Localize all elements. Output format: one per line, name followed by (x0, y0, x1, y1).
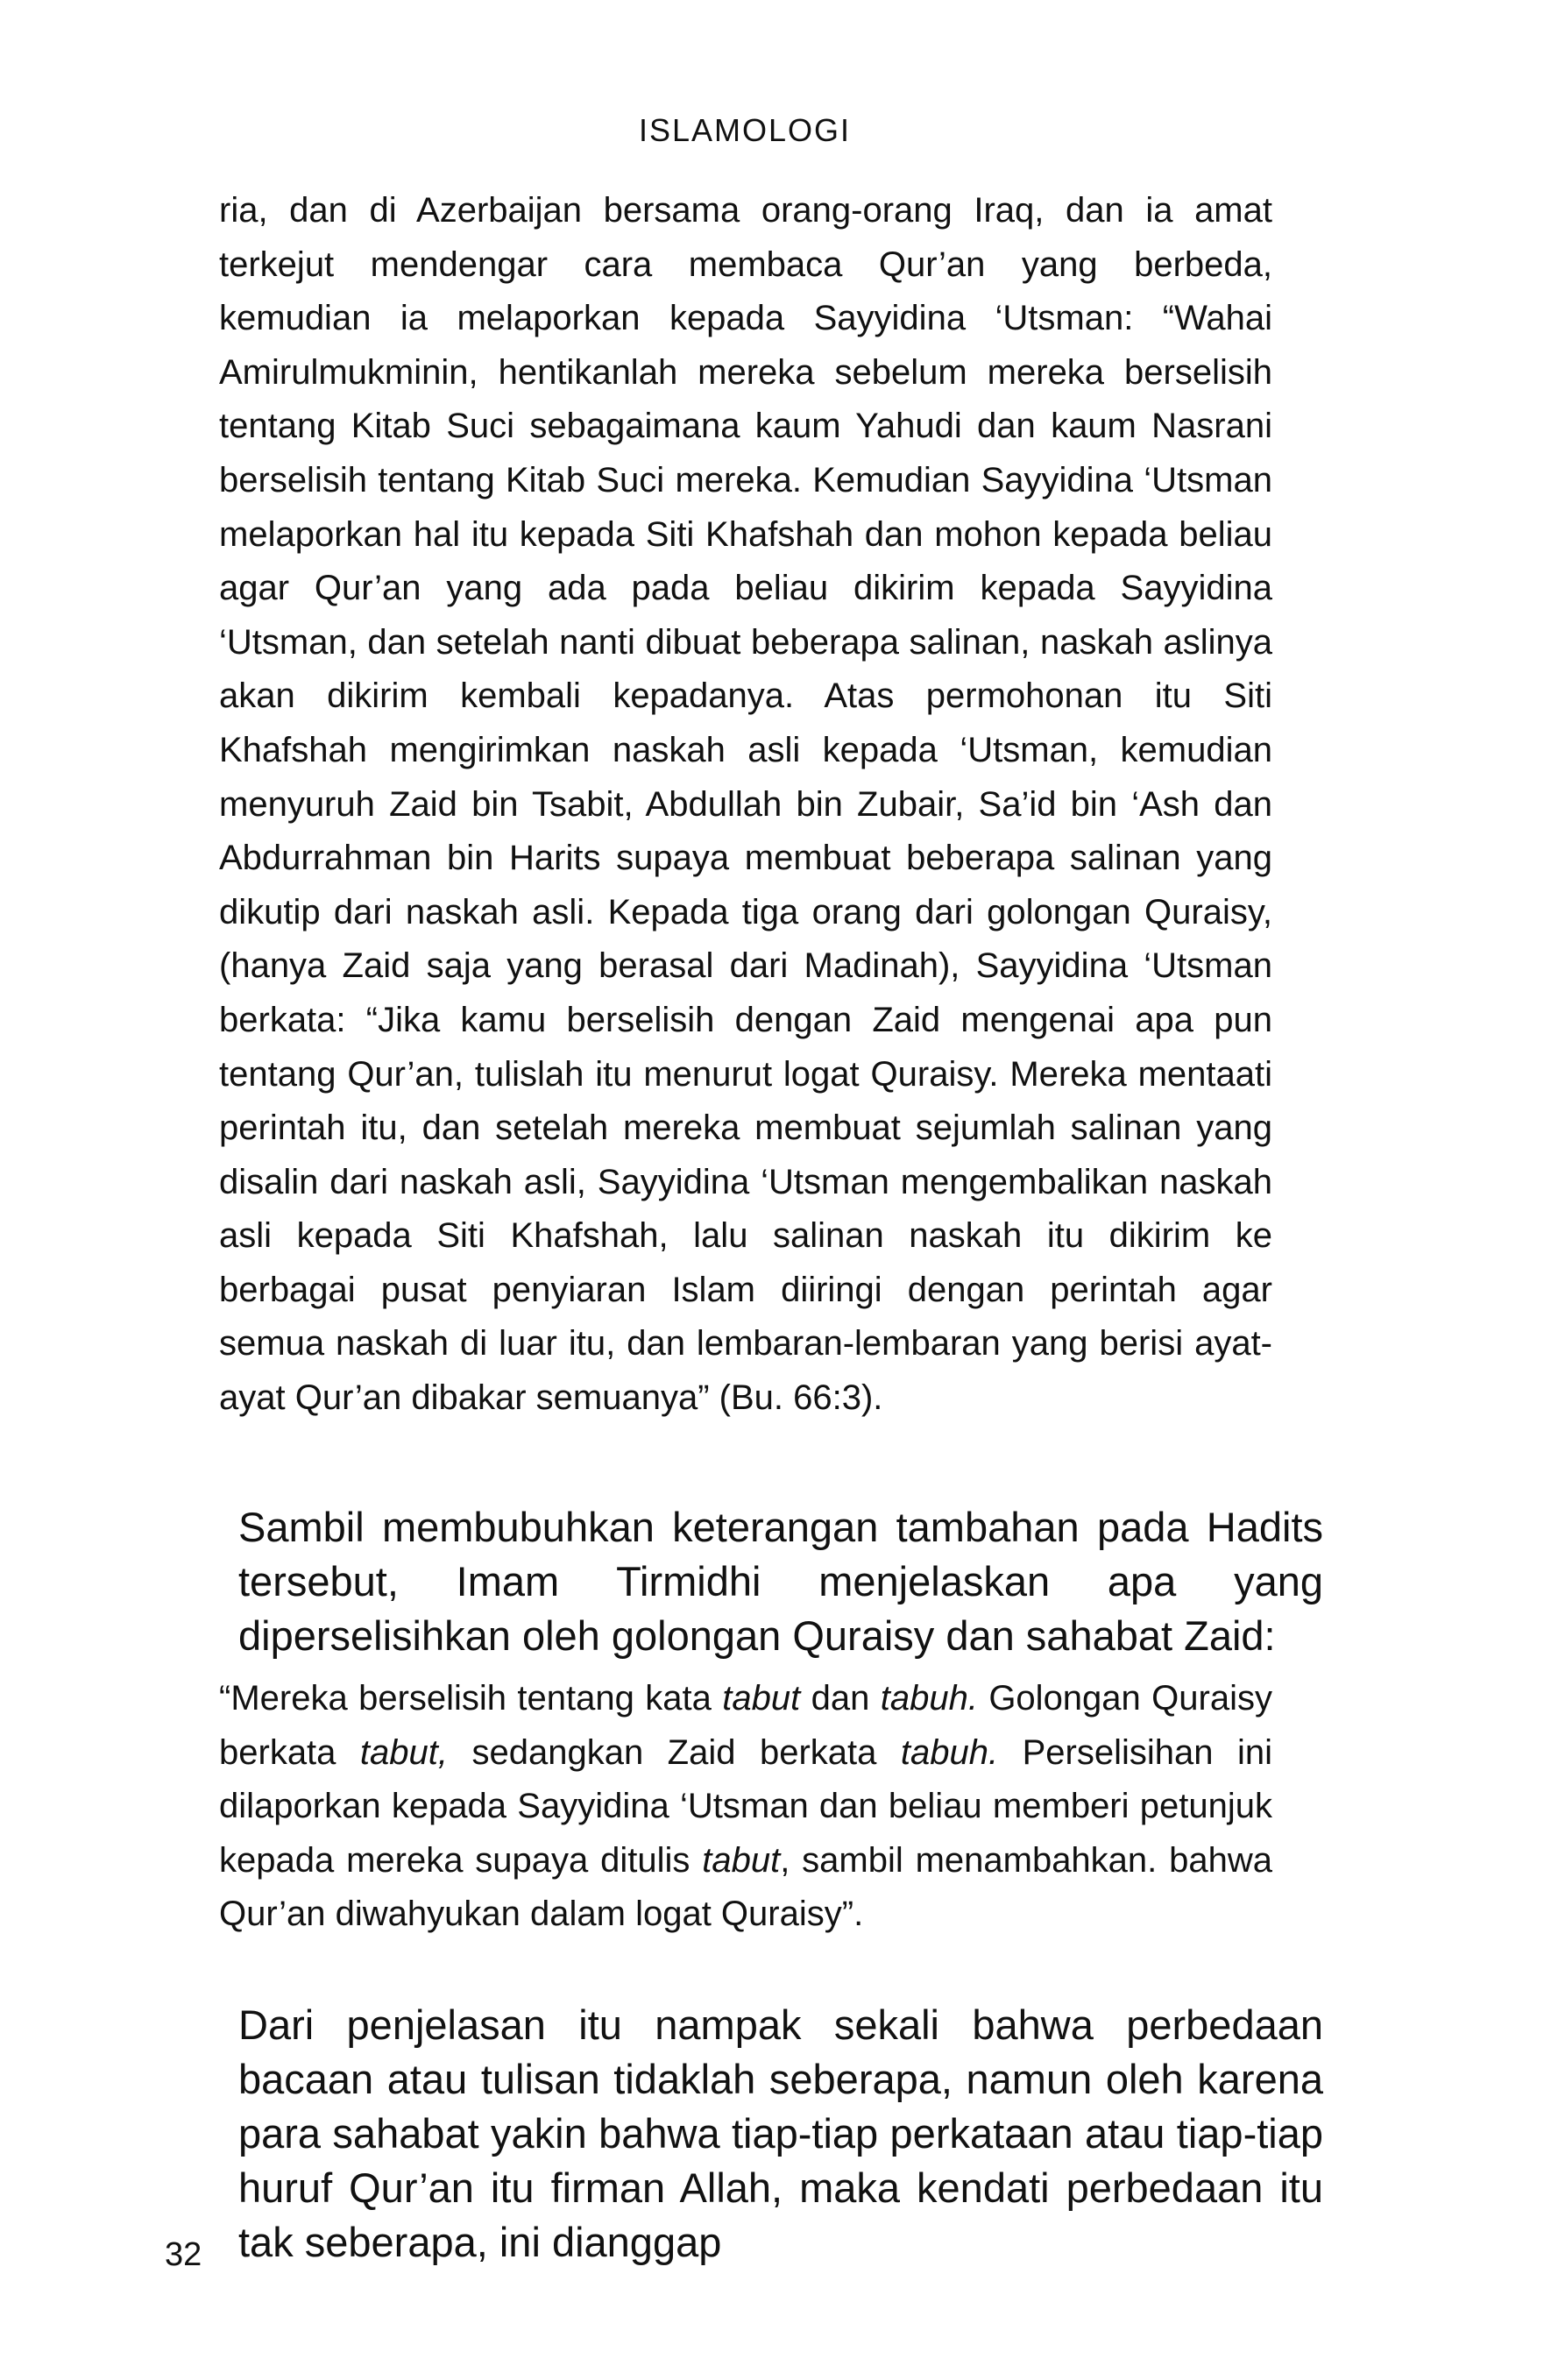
quote-text: “Mereka berselisih tentang kata (219, 1679, 723, 1718)
quote-text: Perselisihan ini dilaporkan kepada Sayyidina ‘Utsman dan beliau memberi petunjuk kepada mereka supaya ditulis (219, 1732, 1272, 1880)
body-paragraph-tirmidhi (165, 1500, 1323, 1663)
quote-paragraph: ria, dan di Azerbaijan bersama orang-orang Iraq, dan ia amat terkejut mendengar cara membaca Qur’an yang berbeda, kemudian ia melaporkan kepada Sayyidina ‘Utsman: “Wahai Amirulmukminin, hentikanlah mereka sebelum mereka berselisih tentang Kitab Suci sebagaimana kaum Yahudi dan kaum Nasrani berselisih tentang Kitab Suci mereka. Kemudian Sayyidina ‘Utsman melaporkan hal itu kepada Siti Khafshah dan mohon kepada beliau agar Qur’an yang ada pada beliau dikirim kepada Sayyidina ‘Utsman, dan setelah nanti dibuat beberapa salinan, naskah aslinya akan dikirim kembali kepadanya. Atas permohonan itu Siti Khafshah mengirimkan naskah asli kepada ‘Utsman, kemudian menyuruh Zaid bin Tsabit, Abdullah bin Zubair, Sa’id bin ‘Ash dan Abdurrahman bin Harits supaya membuat beberapa salinan yang dikutip dari naskah asli. Kepada tiga orang dari golongan Quraisy, (hanya Zaid saja yang berasal dari Madinah), Sayyidina ‘Utsman berkata: “Jika kamu berselisih dengan Zaid mengenai apa pun tentang Qur’an, tulislah itu menurut logat Quraisy. Mereka mentaati perintah itu, dan setelah mereka membuat sejumlah salinan yang disalin dari naskah asli, Sayyidina ‘Utsman mengembalikan naskah asli kepada Siti Khafshah, lalu salinan naskah itu dikirim ke berbagai pusat penyiaran Islam diiringi dengan perintah agar semua naskah di luar itu, dan lembaran-lembaran yang berisi ayat-ayat Qur’an dibakar semuanya” (Bu. 66:3). (219, 191, 1272, 1418)
quote-text: dan (800, 1679, 881, 1718)
running-header: ISLAMOLOGI (638, 112, 852, 148)
quote-text: sedangkan Zaid berkata (447, 1732, 901, 1772)
paragraph-text: Sambil membubuhkan keterangan tambahan pada Hadits tersebut, Imam Tirmidhi menjelaskan apa yang diperselisihkan oleh golongan Quraisy dan sahabat Zaid: (238, 1504, 1323, 1659)
italic-term: tabut, (359, 1732, 448, 1772)
hadith-quote-block (219, 184, 1272, 1426)
italic-term: tabuh. (880, 1679, 978, 1718)
italic-term: tabut (702, 1840, 781, 1880)
italic-term: tabuh. (900, 1732, 999, 1772)
tirmidhi-quote-block (219, 1672, 1272, 1942)
paragraph-text: Dari penjelasan itu nampak sekali bahwa perbedaan bacaan atau tulisan tidaklah seberapa, namun oleh karena para sahabat yakin bahwa tiap-tiap perkataan atau tiap-tiap huruf Qur’an itu firman Allah, maka kendati perbedaan itu tak seberapa, ini dianggap (238, 2001, 1323, 2265)
body-paragraph-conclusion (165, 1998, 1323, 2270)
quote-paragraph (219, 1672, 1272, 1942)
italic-term: tabut (722, 1679, 801, 1718)
quote-text: , sambil menambahkan. bahwa Qur’an diwahyukan dalam logat Quraisy”. (219, 1840, 1272, 1934)
page-number: 32 (165, 2236, 202, 2273)
quote-text: Golongan Quraisy berkata (219, 1679, 1272, 1772)
